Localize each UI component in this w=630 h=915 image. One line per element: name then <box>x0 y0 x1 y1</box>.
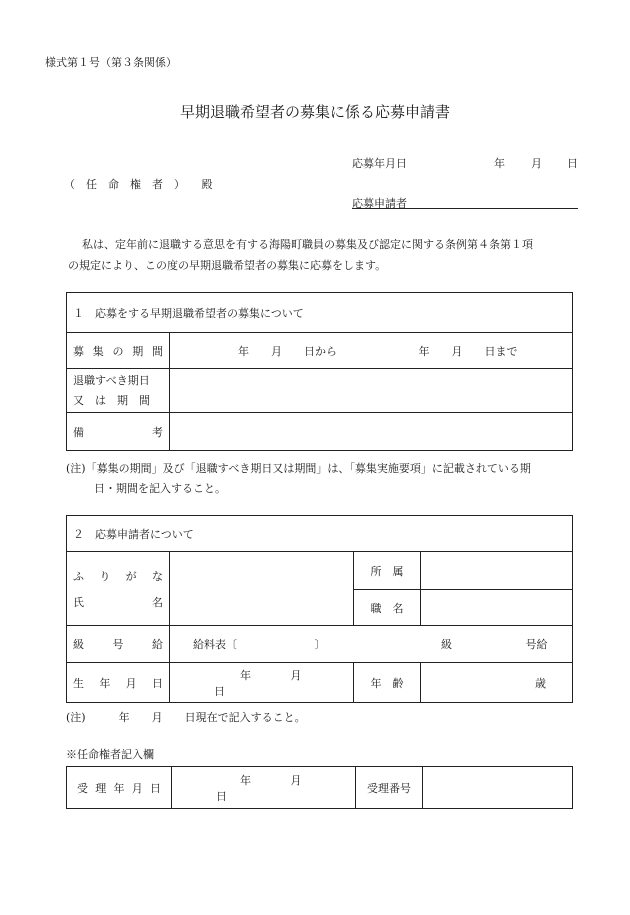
section2-heading: ２ 応募申請者について <box>67 516 573 552</box>
retirement-date-label-line2: 又 は 期 間 <box>73 393 150 407</box>
receipt-number-label: 受理番号 <box>356 767 423 809</box>
retirement-date-label-line1: 退職すべき期日 <box>73 373 150 387</box>
receipt-number-field[interactable] <box>423 767 573 809</box>
section1-note-line2: 日・期間を記入すること。 <box>94 482 226 495</box>
receipt-month-unit: 月 <box>290 773 302 787</box>
age-unit: 歳 <box>535 676 547 690</box>
name-label-cell <box>67 552 170 626</box>
birth-date-label: 生年月日 <box>67 663 170 703</box>
period-from: 年 月 日から <box>238 344 337 358</box>
receipt-date-label: 受理年月日 <box>67 767 172 809</box>
receipt-date-field[interactable] <box>172 767 356 809</box>
body-text-line1: 私は、定年前に退職する意思を有する海陽町職員の募集及び認定に関する条例第４条第１項 <box>82 238 533 251</box>
birth-year-unit: 年 <box>240 668 251 682</box>
recruitment-period-label: 募集の期間 <box>67 333 170 369</box>
application-date-year: 年 <box>494 157 505 170</box>
step-unit: 号給 <box>525 638 548 651</box>
receipt-day-unit: 日 <box>216 789 227 803</box>
name-field[interactable] <box>170 552 354 626</box>
applicant-signature-line <box>352 208 578 209</box>
recruitment-period-field[interactable] <box>170 333 573 369</box>
birth-date-field[interactable] <box>170 663 354 703</box>
salary-table-label: 給料表〔 <box>193 638 237 651</box>
addressee: （ 任 命 権 者 ） 殿 <box>64 178 213 191</box>
period-to: 年 月 日まで <box>418 344 518 358</box>
affiliation-label: 所 属 <box>354 552 421 590</box>
form-number: 様式第１号（第３条関係） <box>45 56 177 69</box>
section1-table <box>66 292 573 451</box>
remarks-field[interactable] <box>170 413 573 451</box>
birth-day-unit: 日 <box>214 684 225 698</box>
application-date-day: 日 <box>567 157 578 170</box>
section2-table <box>66 515 573 703</box>
affiliation-field[interactable] <box>421 552 573 590</box>
body-text-line2: の規定により、この度の早期退職希望者の募集に応募をします。 <box>68 259 387 272</box>
page-title: 早期退職希望者の募集に係る応募申請書 <box>179 103 450 121</box>
retirement-date-label <box>67 369 170 413</box>
section2-note: (注) 年 月 日現在で記入すること。 <box>66 711 306 724</box>
section1-note-line1: (注)「募集の期間」及び「退職すべき期日又は期間」は、「募集実施要項」に記載されている期 <box>66 462 531 475</box>
age-field[interactable] <box>421 663 573 703</box>
age-label: 年 齢 <box>354 663 421 703</box>
applicant-label: 応募申請者 <box>352 197 407 210</box>
birth-month-unit: 月 <box>290 668 302 682</box>
office-section-heading: ※任命権者記入欄 <box>66 748 154 761</box>
receipt-year-unit: 年 <box>240 773 251 787</box>
section1-heading: １ 応募をする早期退職希望者の募集について <box>67 293 573 333</box>
salary-grade-label: 級号給 <box>67 626 170 663</box>
retirement-date-field[interactable] <box>170 369 573 413</box>
position-label: 職 名 <box>354 590 421 626</box>
remarks-label: 備考 <box>67 413 170 451</box>
furigana-label: ふりがな <box>73 569 163 583</box>
grade-unit: 級 <box>441 638 452 651</box>
position-field[interactable] <box>421 590 573 626</box>
name-label: 氏名 <box>73 595 163 609</box>
application-date-month: 月 <box>531 157 542 170</box>
application-date-label: 応募年月日 <box>352 157 407 170</box>
salary-grade-field[interactable] <box>170 626 573 663</box>
salary-bracket-close: 〕 <box>314 638 326 651</box>
office-use-table <box>66 766 573 809</box>
